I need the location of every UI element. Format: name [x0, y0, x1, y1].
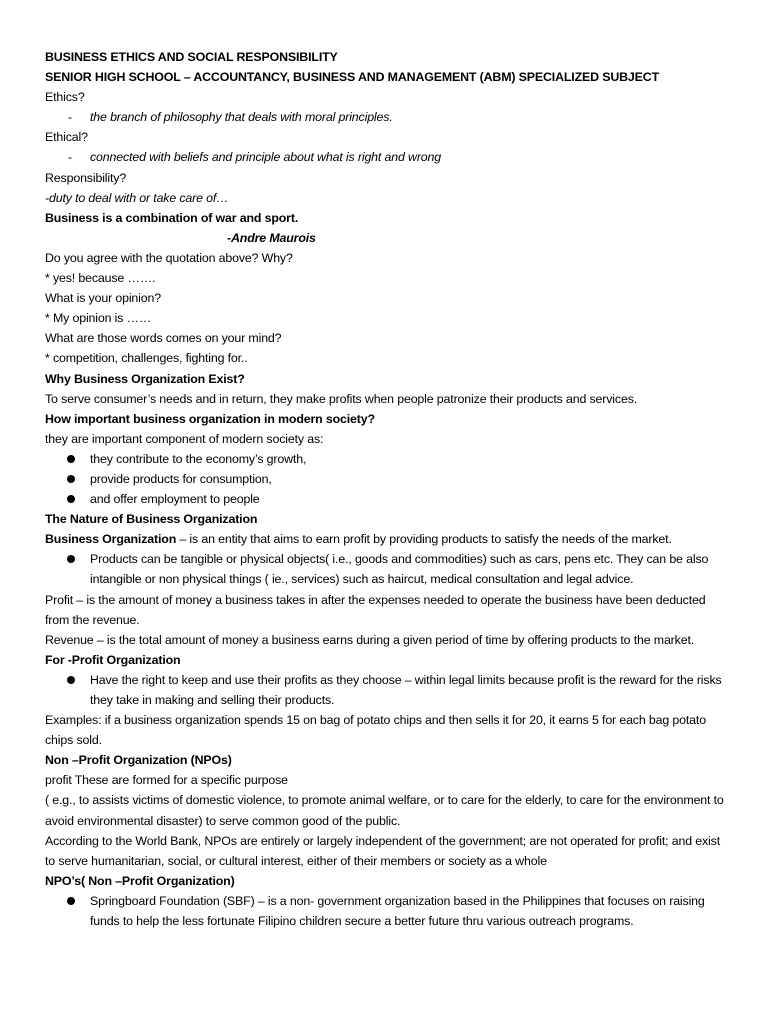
responsibility-definition: -duty to deal with or take care of…: [45, 190, 229, 205]
ethics-definition-text: the branch of philosophy that deals with moral principles.: [90, 110, 393, 125]
npo-paragraph-2: ( e.g., to assists victims of domestic violence, to promote animal welfare, or to care for the elderly, to care for the environment to avoid environmental disaster) to serve common good of the public.: [45, 793, 724, 828]
quote: Business is a combination of war and sport.: [45, 210, 299, 225]
bullet-icon: [67, 475, 75, 483]
examples-paragraph: Examples: if a business organization spends 15 on bag of potato chips and then sells it for 20, it earns 5 for each bag potato chips sold.: [45, 713, 706, 748]
bullet-item: [45, 489, 728, 509]
heading-nature: The Nature of Business Organization: [45, 512, 258, 527]
ethical-definition: - connected with beliefs and principle about what is right and wrong: [68, 150, 442, 165]
document-subtitle: SENIOR HIGH SCHOOL – ACCOUNTANCY, BUSINESS AND MANAGEMENT (ABM) SPECIALIZED SUBJECT: [45, 70, 660, 85]
document-title: BUSINESS ETHICS AND SOCIAL RESPONSIBILITY: [45, 50, 338, 64]
bullet-text: Have the right to keep and use their profits as they choose – within legal limits because profit is the reward for the risks they take in making and selling their products.: [90, 672, 722, 707]
business-organization-term: Business Organization: [45, 532, 177, 547]
bullet-text: and offer employment to people: [90, 492, 260, 507]
bullet-text: provide products for consumption,: [90, 471, 272, 486]
npo-paragraph-1: profit These are formed for a specific purpose: [45, 773, 288, 788]
bullet-item: [45, 891, 728, 931]
npo-paragraph-3: According to the World Bank, NPOs are entirely or largely independent of the government; are not operated for profit; and exist to serve humanitarian, social, or cultural interest, either of their members or society as a whole: [45, 833, 720, 868]
heading-npo-examples: NPO’s( Non –Profit Organization): [45, 873, 235, 888]
bullet-item: [45, 469, 728, 489]
bullet-text: they contribute to the economy’s growth,: [90, 451, 307, 466]
heading-npo: Non –Profit Organization (NPOs): [45, 753, 232, 768]
words-question: What are those words comes on your mind?: [45, 331, 282, 346]
bullet-text: Springboard Foundation (SBF) – is a non- government organization based in the Philippines that focuses on raising funds to help the less fortunate Filipino children secure a better future thru various outreach programs.: [90, 893, 705, 929]
agree-question: Do you agree with the quotation above? Why?: [45, 250, 293, 265]
heading-importance: How important business organization in modern society?: [45, 411, 375, 426]
revenue-definition: Revenue – is the total amount of money a business earns during a given period of time by offering products to the market.: [45, 632, 695, 647]
business-organization-definition: [45, 529, 728, 549]
agree-answer: * yes! because …….: [45, 271, 156, 286]
words-answer: * competition, challenges, fighting for..: [45, 351, 248, 366]
opinion-question: What is your opinion?: [45, 291, 162, 306]
heading-why-exist: Why Business Organization Exist?: [45, 371, 245, 386]
responsibility-question: Responsibility?: [45, 170, 127, 185]
bullet-text: Products can be tangible or physical objects( i.e., goods and commodities) such as cars, pens etc. They can be also intangible or non physical things ( ie., services) such as haircut, medical consultation and legal advice.: [90, 552, 709, 587]
bullet-icon: [67, 495, 75, 503]
ethics-definition: - the branch of philosophy that deals with moral principles.: [68, 110, 393, 125]
bullet-icon: [67, 676, 75, 684]
bullet-icon: [67, 555, 75, 563]
paragraph-why-exist: To serve consumer’s needs and in return, they make profits when people patronize their products and services.: [45, 391, 638, 406]
bullet-icon: [67, 455, 75, 463]
ethical-definition-text: connected with beliefs and principle about what is right and wrong: [90, 150, 442, 165]
ethical-question: Ethical?: [45, 130, 88, 145]
paragraph-importance: they are important component of modern society as:: [45, 431, 324, 446]
profit-definition: Profit – is the amount of money a business takes in after the expenses needed to operate the business have been deducted from the revenue.: [45, 592, 706, 627]
ethics-question: Ethics?: [45, 90, 85, 105]
opinion-answer: * My opinion is ……: [45, 311, 152, 326]
bullet-icon: [67, 897, 75, 905]
heading-for-profit: For -Profit Organization: [45, 652, 181, 667]
bullet-item: [45, 670, 728, 710]
bullet-item: [45, 449, 728, 469]
business-organization-text: – is an entity that aims to earn profit by providing products to satisfy the needs of the market.: [176, 532, 672, 547]
bullet-item: [45, 549, 728, 589]
quote-author: -Andre Maurois: [227, 230, 316, 245]
